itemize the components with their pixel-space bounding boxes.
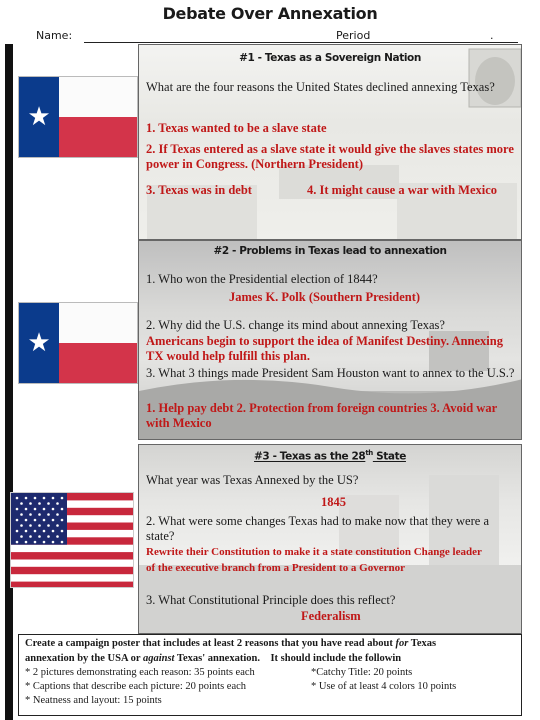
texas-flag-icon: ★: [18, 76, 138, 158]
section-2-question-2: 2. Why did the U.S. change its mind about annexing Texas?: [146, 318, 445, 332]
section-3-title: [139, 449, 521, 463]
section-3-question-2: 2. What were some changes Texas had to make now that they were a state?: [146, 514, 489, 543]
assignment-item: * Captions that describe each picture: 20 points each: [25, 681, 247, 692]
section-1-answer-3: 3. Texas was in debt: [146, 183, 252, 197]
section-1-title: #1 - Texas as a Sovereign Nation: [239, 52, 421, 64]
assignment-box: [18, 634, 522, 716]
page-title: Debate Over Annexation: [162, 4, 378, 23]
section-2-question-3: 3. What 3 things made President Sam Houston want to annex to the U.S.?: [146, 366, 515, 380]
assignment-item: * Use of at least 4 colors 10 points: [311, 681, 457, 692]
section-3-title-suffix: State: [372, 450, 406, 463]
section-2-answer-1: James K. Polk (Southern President): [229, 290, 421, 304]
assignment-item: * Neatness and layout: 15 points: [25, 695, 162, 706]
section-3-title-sup: th: [365, 449, 373, 457]
period-dot: .: [490, 29, 494, 42]
left-margin-bar: [5, 44, 13, 720]
section-1-answer-1: 1. Texas wanted to be a slave state: [146, 121, 327, 135]
section-3-answer-1: 1845: [321, 495, 346, 509]
section-1-answer-2: 2. If Texas entered as a slave state it would give the slaves states more power in Congress. (Northern President): [146, 142, 514, 171]
section-3-panel: [138, 444, 522, 634]
us-flag-icon: [10, 492, 134, 588]
section-1-panel: [138, 44, 522, 240]
section-1-question: What are the four reasons the United States declined annexing Texas?: [146, 80, 495, 94]
section-2-title: #2 - Problems in Texas lead to annexation: [213, 245, 447, 257]
section-3-answer-3: Federalism: [301, 609, 361, 623]
section-3-question-1: What year was Texas Annexed by the US?: [146, 473, 359, 487]
name-line: [84, 42, 518, 43]
section-3-answer-2: Rewrite their Constitution to make it a state constitution Change leader of the executive branch from a President to a Governor: [146, 546, 482, 574]
section-2-answer-2: Americans begin to support the idea of Manifest Destiny. Annexing TX would help fulfill this plan.: [146, 334, 503, 363]
texas-flag-icon: ★: [18, 302, 138, 384]
section-2-question-1: 1. Who won the Presidential election of 1844?: [146, 272, 378, 286]
assignment-item: *Catchy Title: 20 points: [311, 667, 413, 678]
period-label: Period: [336, 29, 371, 42]
assignment-line-1: Create a campaign poster that includes at least 2 reasons that you have read about for Texas: [25, 638, 437, 649]
assignment-line-2: annexation by the USA or against Texas' annexation. It should include the followin: [25, 653, 402, 664]
name-label: Name:: [36, 29, 73, 42]
section-2-panel: [138, 240, 522, 440]
section-3-title-prefix: #3 - Texas as the 28: [254, 450, 366, 463]
assignment-item: * 2 pictures demonstrating each reason: 35 points each: [25, 667, 255, 678]
section-1-answer-4: 4. It might cause a war with Mexico: [307, 183, 498, 197]
section-2-answer-3: 1. Help pay debt 2. Protection from foreign countries 3. Avoid war with Mexico: [146, 401, 497, 430]
section-3-question-3: 3. What Constitutional Principle does this reflect?: [146, 593, 396, 607]
